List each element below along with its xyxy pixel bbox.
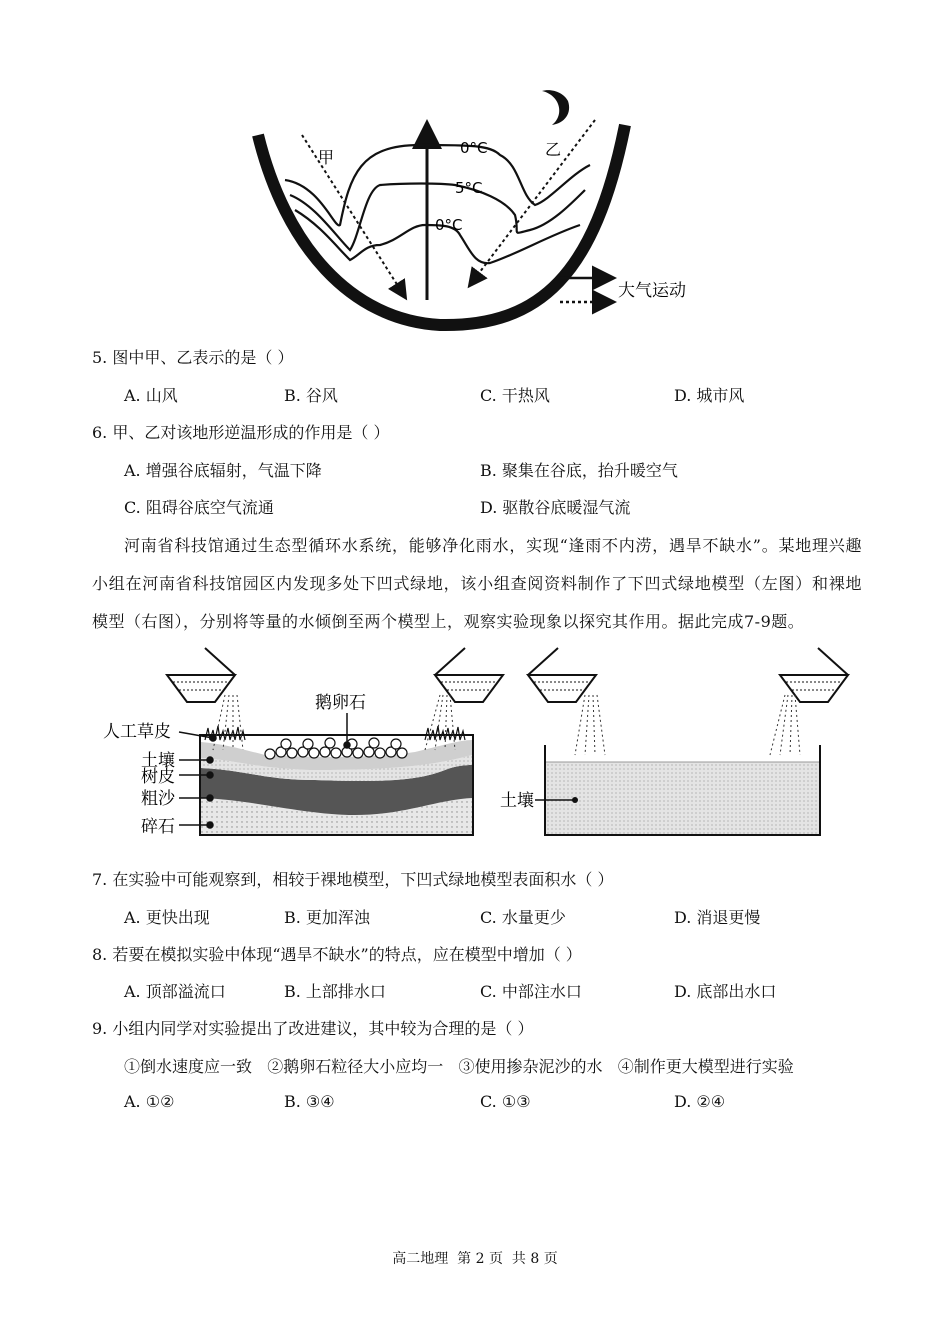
- q9-option-b[interactable]: B. ③④: [284, 1092, 335, 1111]
- q8-option-d[interactable]: D. 底部出水口: [674, 982, 777, 1001]
- wind-label-jia: 甲: [318, 148, 335, 167]
- q5-option-c[interactable]: C. 干热风: [480, 386, 550, 405]
- label-artificial-turf: 人工草皮: [103, 722, 171, 742]
- q6-option-c[interactable]: C. 阻碍谷底空气流通: [124, 498, 274, 517]
- page-footer: 高二地理 第 2 页 共 8 页: [392, 1251, 558, 1267]
- q9-statements: ①倒水速度应一致 ②鹅卵石粒径大小应均一 ③使用掺杂泥沙的水 ④制作更大模型进行实验: [124, 1057, 794, 1076]
- q9-option-a[interactable]: A. ①②: [124, 1092, 175, 1111]
- q7-option-b[interactable]: B. 更加浑浊: [284, 908, 370, 927]
- iso-label-5: 5°C: [455, 179, 483, 197]
- question-8-stem: 8. 若要在模拟实验中体现“遇旱不缺水”的特点，应在模型中增加（ ）: [92, 945, 582, 964]
- label-soil: 土壤: [141, 751, 175, 771]
- label-pebbles: 鹅卵石: [315, 693, 366, 713]
- reading-passage: [92, 527, 862, 641]
- label-coarse-sand: 粗沙: [141, 789, 175, 809]
- q6-option-a[interactable]: A. 增强谷底辐射，气温下降: [124, 461, 322, 480]
- q6-option-b[interactable]: B. 聚集在谷底，抬升暖空气: [480, 461, 678, 480]
- sunken-greenland-model: [103, 648, 503, 837]
- q8-option-c[interactable]: C. 中部注水口: [480, 982, 582, 1001]
- moon-icon: [542, 90, 569, 125]
- wind-label-yi: 乙: [545, 140, 562, 159]
- q5-option-b[interactable]: B. 谷风: [284, 386, 338, 405]
- question-6-stem: 6. 甲、乙对该地形逆温形成的作用是（ ）: [92, 423, 390, 442]
- q8-option-a[interactable]: A. 顶部溢流口: [124, 982, 226, 1001]
- question-5-stem: 5. 图中甲、乙表示的是（ ）: [92, 348, 294, 367]
- valley-inversion-figure: [240, 85, 710, 335]
- iso-label-0-bottom: 0°C: [435, 216, 463, 234]
- iso-label-0-top: 0°C: [460, 139, 488, 157]
- question-7-stem: 7. 在实验中可能观察到，相较于裸地模型，下凹式绿地模型表面积水（ ）: [92, 870, 614, 889]
- experiment-models-figure: [95, 640, 865, 845]
- q5-option-d[interactable]: D. 城市风: [674, 386, 745, 405]
- q7-option-a[interactable]: A. 更快出现: [124, 908, 210, 927]
- q8-option-b[interactable]: B. 上部排水口: [284, 982, 386, 1001]
- q5-option-a[interactable]: A. 山风: [124, 386, 178, 405]
- q6-option-d[interactable]: D. 驱散谷底暖湿气流: [480, 498, 631, 517]
- q9-option-d[interactable]: D. ②④: [674, 1092, 726, 1111]
- q7-option-c[interactable]: C. 水量更少: [480, 908, 566, 927]
- label-bare-soil: 土壤: [500, 791, 534, 811]
- q7-option-d[interactable]: D. 消退更慢: [674, 908, 761, 927]
- legend-label: 大气运动: [618, 281, 686, 301]
- question-9-stem: 9. 小组内同学对实验提出了改进建议，其中较为合理的是（ ）: [92, 1019, 534, 1038]
- label-gravel: 碎石: [141, 817, 175, 837]
- q9-option-c[interactable]: C. ①③: [480, 1092, 531, 1111]
- label-bark: 树皮: [141, 767, 175, 787]
- passage-text: 河南省科技馆通过生态型循环水系统，能够净化雨水，实现“逢雨不内涝，遇旱不缺水”。某地理兴趣小组在河南省科技馆园区内发现多处下凹式绿地，该小组查阅资料制作了下凹式绿地模型（左图）和裸地模型（右图），分别将等量的水倾倒至两个模型上，观察实验现象以探究其作用。据此完成7-9题。: [92, 536, 862, 631]
- bare-land-model: [500, 648, 848, 835]
